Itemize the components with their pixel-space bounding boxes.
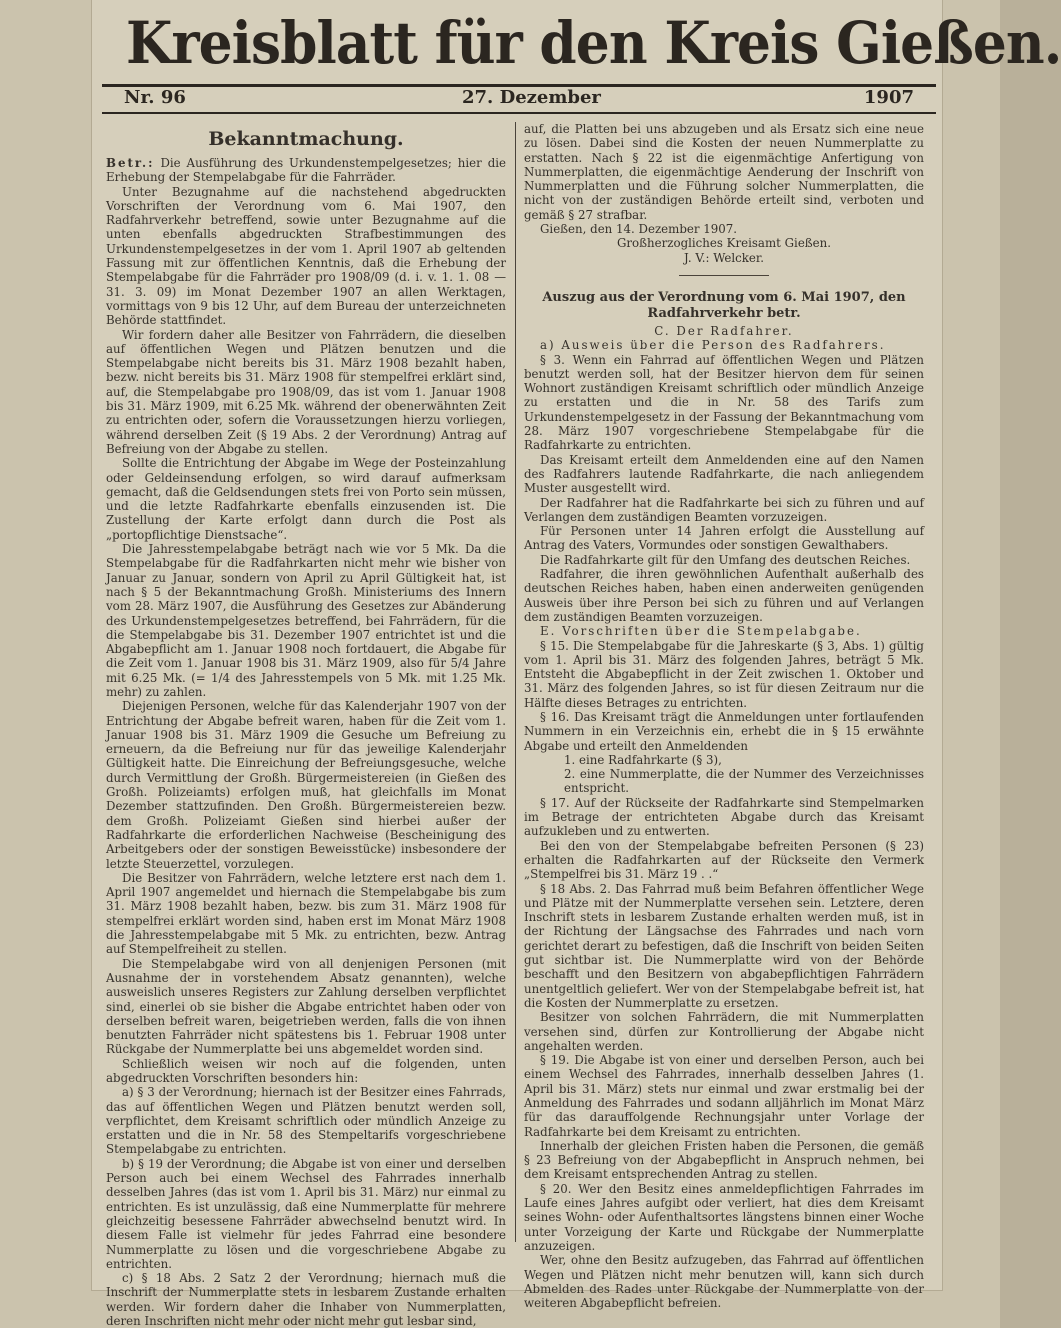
issue-year: 1907 bbox=[863, 87, 914, 108]
paragraph: Die Besitzer von Fahrrädern, welche letztere erst nach dem 1. April 1907 angemeldet und hiernach die Stempelabgabe bis zum 31. März 1908 bezahlt haben, bezw. bis zum 31. März 1908 für stempelfrei erklärt worden sind, haben erst im Monat März 1908 die Jahresstempelabgabe mit 5 Mk. zu entrichten, bezw. Antrag auf Stempelfreiheit zu stellen. bbox=[106, 870, 506, 957]
section-e-heading: E. Vorschriften über die Stempelabgabe. bbox=[540, 624, 862, 639]
right-column bbox=[524, 122, 924, 1311]
continuation-paragraph: auf, die Platten bei uns abzugeben und als Ersatz sich eine neue zu lösen. Dabei sind die Kosten der neuen Nummerplatte zu erstatten. Nach § 22 ist die eigenmächtige Anfertigung von Nummerplatten, die eigenmächtige Aenderung der Inschrift von Nummerplatten und die Führung solcher Nummerplatten, die nicht von der zuständigen Behörde erteilt sind, verboten und gemäß § 27 strafbar. bbox=[524, 122, 924, 222]
paragraph: Diejenigen Personen, welche für das Kalenderjahr 1907 von der Entrichtung der Abgabe befreit waren, haben für die Zeit vom 1. Januar 1908 bis 31. März 1909 die Gesuche um Befreiung zu erneuern, da die Befreiung nur für das jeweilige Kalenderjahr Gültigkeit hatte. Die Einreichung der Befreiungsgesuche, welche durch Vermittlung der Großh. Bürgermeistereien (in Gießen des Großh. Polizeiamts) erfolgen muß, hat gleichfalls im Monat Dezember stattzufinden. Den Großh. Bürgermeistereien bezw. dem Großh. Polizeiamt Gießen sind hierbei außer der Radfahrkarte die erforderlichen Nachweise (Bescheinigung des Arbeitgebers oder der sonstigen Beweisstücke) insbesondere der letzte Steuerzettel, vorzulegen. bbox=[106, 699, 506, 871]
betr-line bbox=[106, 156, 506, 185]
paragraph: Schließlich weisen wir noch auf die folgenden, unten abgedruckten Vorschriften besonders hin: bbox=[106, 1056, 506, 1085]
paragraph: Radfahrer, die ihren gewöhnlichen Aufenthalt außerhalb des deutschen Reiches haben, haben einen anderweiten genügenden Ausweis über ihre Person bei sich zu führen und auf Verlangen dem zuständigen Beamten vorzuzeigen. bbox=[524, 567, 924, 624]
paragraph: Die Radfahrkarte gilt für den Umfang des deutschen Reiches. bbox=[540, 552, 911, 567]
issuing-authority: Großherzogliches Kreisamt Gießen. bbox=[616, 236, 832, 251]
paragraph: Besitzer von solchen Fahrrädern, die mit Nummerplatten versehen sind, dürfen zur Kontrollierung der Abgabe nicht angehalten werden. bbox=[524, 1010, 924, 1053]
section-c-heading: C. Der Radfahrer. bbox=[654, 323, 794, 338]
paragraph: Wir fordern daher alle Besitzer von Fahrrädern, die dieselben auf öffentlichen Wegen und Plätzen benutzen und die Stempelabgabe nicht bereits bis 31. März 1908 bezahlt haben, bezw. nicht bereits bis 31. März 1908 für stempelfrei erklärt sind, auf, die Stempelabgabe pro 1908/09, das ist vom 1. Januar 1908 bis 31. März 1909, mit 6.25 Mk. während der obenerwähnten Zeit zu entrichten oder, sofern die Voraussetzungen hierzu vorliegen, während derselben Zeit (§ 19 Abs. 2 der Verordnung) Antrag auf Befreiung von der Abgabe zu stellen. bbox=[106, 327, 506, 456]
paragraph: Wer, ohne den Besitz aufzugeben, das Fahrrad auf öffentlichen Wegen und Plätzen nicht mehr benutzen will, kann sich durch Abmelden des Rades unter Rückgabe der Nummerplatte von der weiteren Abgabepflicht befreien. bbox=[524, 1253, 924, 1311]
issue-date: 27. Dezember bbox=[462, 87, 601, 108]
paragraph: c) § 18 Abs. 2 Satz 2 der Verordnung; hiernach muß die Inschrift der Nummerplatte stets in lesbarem Zustande erhalten werden. Wir fordern daher die Inhaber von Nummerplatten, deren Inschriften nicht mehr oder nicht mehr gut lesbar sind, bbox=[106, 1271, 506, 1328]
paragraph: Die Jahresstempelabgabe beträgt nach wie vor 5 Mk. Da die Stempelabgabe für die Radfahrkarten nicht mehr wie bisher von Januar zu Januar, sondern von April zu April Gültigkeit hat, ist nach § 5 der Bekanntmachung Großh. Ministeriums des Innern vom 28. März 1907, die Ausführung des Gesetzes zur Abänderung des Urkundenstempelgesetzes betreffend, bei Fahrrädern, für die die Stempelabgabe bis 31. Dezember 1907 entrichtet ist und die Abgabepflicht am 1. Januar 1908 noch fortdauert, die Abgabe für die Zeit vom 1. Januar 1908 bis 31. März 1909, also für 5/4 Jahre mit 6.25 Mk. (= 1/4 des Jahresstempels von 5 Mk. mit 1.25 Mk. mehr) zu zahlen. bbox=[106, 542, 506, 699]
issue-number: Nr. 96 bbox=[124, 87, 186, 108]
notice-heading: Bekanntmachung. bbox=[208, 128, 404, 150]
signatory: J. V.: Welcker. bbox=[684, 250, 764, 265]
section-separator bbox=[679, 275, 769, 276]
paragraph: Die Stempelabgabe wird von all denjenigen Personen (mit Ausnahme der in vorstehendem Absatz genannten), welche ausweislich unseres Registers zur Zahlung derselben verpflichtet sind, einerlei ob sie bisher die Abgabe entrichtet haben oder von derselben befreit waren, beigetrieben werden, falls die von ihnen benutzten Fahrräder nicht spätestens bis 1. Februar 1908 unter Rückgabe der Nummerplatte bei uns abgemeldet worden sind. bbox=[106, 956, 506, 1057]
paragraph: § 19. Die Abgabe ist von einer und derselben Person, auch bei einem Wechsel des Fahrrades, innerhalb desselben Jahres (1. April bis 31. März) stets nur einmal und zwar erstmalig bei der Anmeldung des Fahrrades und sodann alljährlich im Monat März für das darauffolgende Rechnungsjahr unter Vorlage der Radfahrkarte bei dem Kreisamt zu entrichten. bbox=[524, 1053, 924, 1139]
list-item: 1. eine Radfahrkarte (§ 3), bbox=[564, 752, 722, 767]
paragraph: Unter Bezugnahme auf die nachstehend abgedruckten Vorschriften der Verordnung vom 6. Mai 1907, den Radfahrverkehr betreffend, sowie unter Bezugnahme auf die unten ebenfalls abgedruckten Strafbestimmungen des Urkundenstempelgesetzes in der vom 1. April 1907 ab geltenden Fassung mit zur öffentlichen Kenntnis, daß die Erhebung der Stempelabgabe für die Fahrräder pro 1908/09 (d. i. v. 1. 1. 08 — 31. 3. 09) im Monat Dezember 1907 an allen Werktagen, vormittags von 9 bis 12 Uhr, auf dem Bureau der unterzeichneten Behörde stattfindet. bbox=[106, 184, 506, 328]
paragraph: Der Radfahrer hat die Radfahrkarte bei sich zu führen und auf Verlangen dem zuständigen Beamten vorzuzeigen. bbox=[524, 495, 924, 524]
paragraph: Für Personen unter 14 Jahren erfolgt die Ausstellung auf Antrag des Vaters, Vormundes oder sonstigen Gewalthabers. bbox=[524, 524, 924, 553]
paragraph: § 18 Abs. 2. Das Fahrrad muß beim Befahren öffentlicher Wege und Plätze mit der Nummerplatte versehen sein. Letztere, deren Inschrift stets in lesbarem Zustande erhalten werden muß, ist in der Richtung der Längsachse des Fahrrades und nach vorn gerichtet derart zu befestigen, daß die Inschrift von beiden Seiten gut sichtbar ist. Die Nummerplatte wird von der Behörde beschafft und den Besitzern von abgabepflichtigen Fahrrädern unentgeltlich geliefert. Wer von der Stempelabgabe befreit ist, hat die Kosten der Nummerplatte zu ersetzen. bbox=[524, 881, 924, 1010]
list-item: 2. eine Nummerplatte, die der Nummer des Verzeichnisses entspricht. bbox=[564, 767, 924, 796]
paragraph: a) § 3 der Verordnung; hiernach ist der Besitzer eines Fahrrads, das auf öffentlichen Wegen und Plätzen benutzt werden soll, verpflichtet, dem Kreisamt schriftlich oder mündlich Anzeige zu erstatten und die in Nr. 58 des Stempeltarifs vorgeschriebene Stempelabgabe zu entrichten. bbox=[106, 1085, 506, 1157]
paragraph: § 15. Die Stempelabgabe für die Jahreskarte (§ 3, Abs. 1) gültig vom 1. April bis 31. März des folgenden Jahres, beträgt 5 Mk. Entsteht die Abgabepflicht in der Zeit zwischen 1. Oktober und 31. März des folgenden Jahres, so ist für diesen Zeitraum nur die Hälfte dieses Betrages zu entrichten. bbox=[524, 638, 924, 710]
column-divider bbox=[515, 122, 516, 1242]
paragraph: Innerhalb der gleichen Fristen haben die Personen, die gemäß § 23 Befreiung von der Abgabepflicht in Anspruch nehmen, bei dem Kreisamt entsprechenden Antrag zu stellen. bbox=[524, 1138, 924, 1182]
betr-text: Die Ausführung des Urkundenstempelgesetzes; hier die Erhebung der Stempelabgabe für die Fahrräder. bbox=[106, 156, 507, 185]
section-a-heading: a) Ausweis über die Person des Radfahrers. bbox=[540, 338, 886, 353]
excerpt-heading: Auszug aus der Verordnung vom 6. Mai 1907, den Radfahrverkehr betr. bbox=[542, 289, 906, 321]
newspaper-page bbox=[92, 0, 1061, 1328]
issue-row bbox=[102, 86, 936, 112]
place-date: Gießen, den 14. Dezember 1907. bbox=[540, 222, 738, 237]
paragraph: Bei den von der Stempelabgabe befreiten Personen (§ 23) erhalten die Radfahrkarten auf der Rückseite den Vermerk „Stempelfrei bis 31. März 19 . .“ bbox=[524, 838, 924, 882]
paragraph: Sollte die Entrichtung der Abgabe im Wege der Posteinzahlung oder Geldeinsendung erfolgen, so wird darauf aufmerksam gemacht, daß die Geldsendungen stets frei von Porto sein müssen, und die letzte Radfahrkarte ebenfalls einzusenden ist. Die Zustellung der Karte erfolgt dann durch die Post als „portopflichtige Dienstsache“. bbox=[106, 456, 506, 542]
masthead-rule-bottom bbox=[102, 112, 936, 114]
paragraph: Das Kreisamt erteilt dem Anmeldenden eine auf den Namen des Radfahrers lautende Radfahrkarte, die nach anliegendem Muster ausgestellt wird. bbox=[524, 452, 924, 496]
paragraph: b) § 19 der Verordnung; die Abgabe ist von einer und derselben Person auch bei einem Wechsel des Fahrrades innerhalb desselben Jahres (das ist vom 1. April bis 31. März) nur einmal zu entrichten. Es ist unzulässig, daß eine Nummerplatte für mehrere gleichzeitig besessene Fahrräder abwechselnd benutzt wird. In diesem Falle ist vielmehr für jedes Fahrrad eine besondere Nummerplatte zu lösen und die vorgeschriebene Abgabe zu entrichten. bbox=[106, 1156, 506, 1271]
paragraph: § 3. Wenn ein Fahrrad auf öffentlichen Wegen und Plätzen benutzt werden soll, hat der Besitzer hiervon dem für seinen Wohnort zuständigen Kreisamt schriftlich oder mündlich Anzeige zu erstatten und die in Nr. 58 des Tarifs zum Urkundenstempelgesetz in der Fassung der Bekanntmachung vom 28. März 1907 vorgeschriebene Stempelabgabe für die Radfahrkarte zu entrichten. bbox=[524, 352, 924, 453]
paragraph: § 17. Auf der Rückseite der Radfahrkarte sind Stempelmarken im Betrage der entrichteten Abgabe durch das Kreisamt aufzukleben und zu entwerten. bbox=[524, 795, 924, 839]
paragraph: § 20. Wer den Besitz eines anmeldepflichtigen Fahrrades im Laufe eines Jahres aufgibt oder verliert, hat dies dem Kreisamt seines Wohn- oder Aufenthaltsortes längstens binnen einer Woche unter Vorzeigung der Karte und Rückgabe der Nummerplatte anzuzeigen. bbox=[524, 1181, 924, 1253]
paragraph: § 16. Das Kreisamt trägt die Anmeldungen unter fortlaufenden Nummern in ein Verzeichnis ein, erhebt die in § 15 erwähnte Abgabe und erteilt den Anmeldenden bbox=[524, 709, 924, 753]
betr-label: Betr.: bbox=[106, 156, 155, 170]
masthead-title: Kreisblatt für den Kreis Gießen. bbox=[126, 9, 1061, 77]
left-column bbox=[106, 122, 507, 1328]
